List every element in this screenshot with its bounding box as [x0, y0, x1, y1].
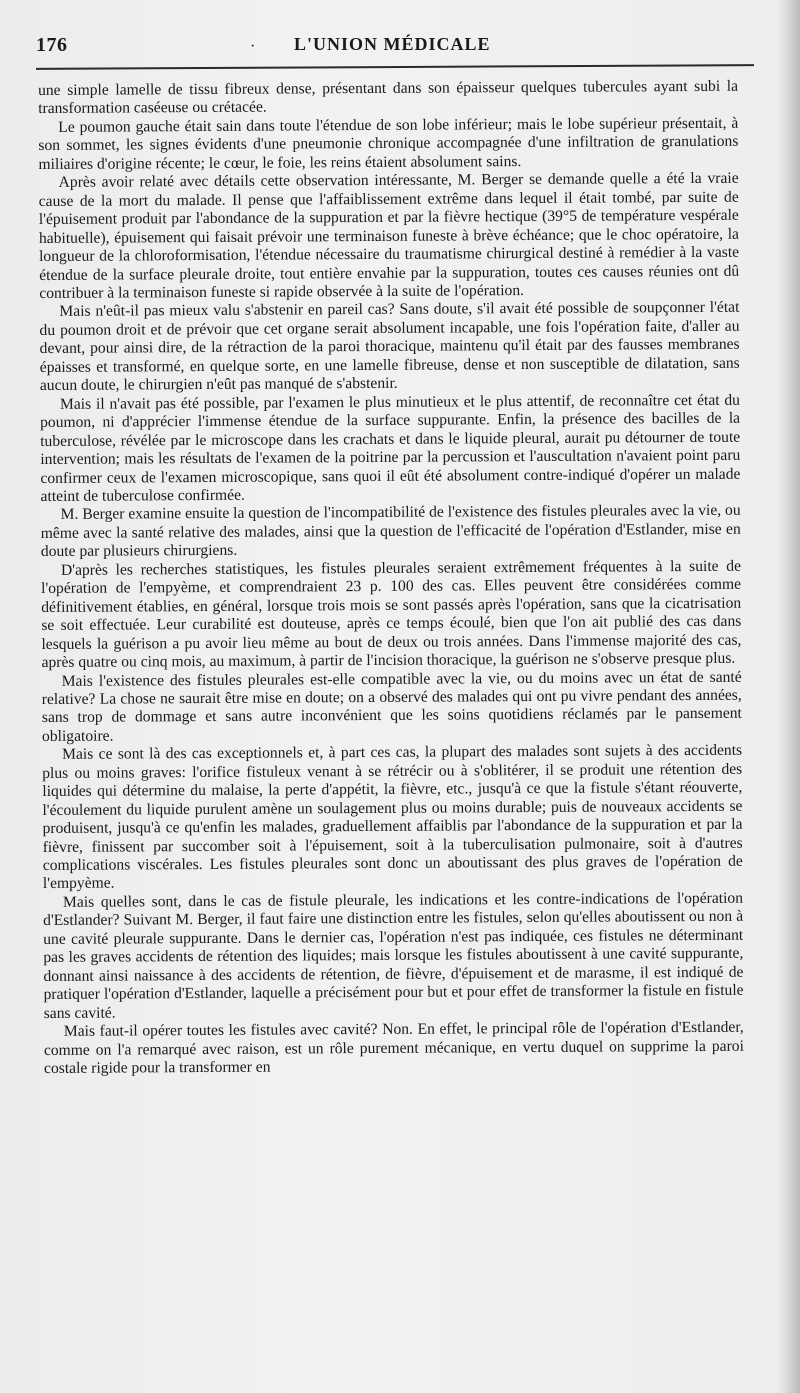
paragraph: Le poumon gauche était sain dans toute l'étendue de son lobe inférieur; mais le lobe supérieur présentait, à son sommet, les signes évidents d'une pneumonie chronique accompagnée d'une infiltration de granulations miliaires d'origine récente; le cœur, le foie, les reins étaient absolument sains. — [38, 114, 739, 173]
paragraph: une simple lamelle de tissu fibreux dense, présentant dans son épaisseur quelques tubercules ayant subi la transformation caséeuse ou crétacée. — [38, 77, 739, 118]
paragraph: M. Berger examine ensuite la question de l'incompatibilité de l'existence des fistules pleurales avec la vie, ou même avec la santé relative des malades, ainsi que la question de l'efficacité de l'opération d'Estlander, mise en doute par plusieurs chirurgiens. — [40, 502, 741, 561]
paragraph: Mais quelles sont, dans le cas de fistule pleurale, les indications et les contre-indications de l'opération d'Estlander? Suivant M. Berger, il faut faire une distinction entre les fistules, selon qu'elles aboutissent ou non à une cavité pleurale suppurante. Dans le dernier cas, l'opération n'est pas indiquée, ces fistules ne déterminant pas les graves accidents de rétention des liquides; mais lorsque les fistules aboutissent à une cavité suppurante, donnant ainsi naissance à des accidents de rétention, de fièvre, d'épuisement et de marasme, il est indiqué de pratiquer l'opération d'Estlander, laquelle a précisément pour but et pour effet de transformer la fistule en fistule sans cavité. — [43, 889, 744, 1022]
running-title: L'UNION MÉDICALE — [294, 34, 491, 54]
page-edge-shadow — [778, 0, 800, 1393]
header-separator: · — [250, 38, 256, 55]
paragraph: Mais faut-il opérer toutes les fistules avec cavité? Non. En effet, le principal rôle de l'opération d'Estlander, comme on l'a remarqué avec raison, est un rôle purement mécanique, en vertu duquel on supprime la paroi costale rigide pour la transformer en — [43, 1018, 744, 1077]
header-rule — [36, 64, 754, 70]
paragraph: Mais l'existence des fistules pleurales est-elle compatible avec la vie, ou du moins avec un état de santé relative? La chose ne saurait être mise en doute; on a observé des malades qui ont pu vivre pendant des années, sans trop de dommage et sans autre inconvénient que les soins quotidiens réclamés par le pansement obligatoire. — [41, 668, 742, 745]
paragraph: D'après les recherches statistiques, les fistules pleurales seraient extrêmement fréquentes à la suite de l'opération de l'empyème, et comprendraient 23 p. 100 des cas. Elles peuvent être considérées comme définitivement établies, en général, lorsque trois mois se sont passés après l'opération, sans que la cicatrisation se soit effectuée. Leur curabilité est douteuse, après ce temps écoulé, bien que l'on ait publié des cas dans lesquels la guérison a pu avoir lieu même au bout de deux ou trois années. Dans l'immense majorité des cas, après quatre ou cinq mois, au maximum, à partir de l'incision thoracique, la guérison ne s'observe presque plus. — [41, 557, 742, 672]
paragraph: Après avoir relaté avec détails cette observation intéressante, M. Berger se demande quelle a été la vraie cause de la mort du malade. Il pense que l'affaiblissement extrême dans lequel il était tombé, par suite de l'épuisement produit par l'abondance de la suppuration et par la fièvre hectique (39°5 de température vespérale habituelle), épuisement qui faisait prévoir une terminaison funeste à brève échéance; que le choc opératoire, la longueur de la chloroformisation, l'étendue nécessaire du traumatisme chirurgical destiné à remédier à la vaste étendue de la surface pleurale droite, tout entière envahie par la suppuration, toutes ces causes réunies ont dû contribuer à la terminaison funeste si rapide observée à la suite de l'opération. — [38, 169, 740, 302]
paragraph: Mais il n'avait pas été possible, par l'examen le plus minutieux et le plus attentif, de reconnaître cet état du poumon, ni d'apprécier l'immense étendue de la surface suppurante. Enfin, la présence des bacilles de la tuberculose, révélée par le microscope dans les crachats et dans le liquide pleural, aurait pu détourner de toute intervention; mais les résultats de l'examen de la poitrine par la percussion et l'auscultation n'avaient point paru confirmer ceux de l'examen microscopique, sans quoi il eût été absolument contre-indiqué d'opérer un malade atteint de tuberculose confirmée. — [40, 391, 741, 505]
paragraph: Mais ce sont là des cas exceptionnels et, à part ces cas, la plupart des malades sont sujets à des accidents plus ou moins graves: l'orifice fistuleux venant à se rétrécir ou à s'oblitérer, il se produit une rétention des liquides qui détermine du malaise, la perte d'appétit, la fièvre, etc., jusqu'à ce que la fistule s'étant réouverte, l'écoulement du liquide purulent amène un soulagement plus ou moins durable; puis de nouveaux accidents se produisent, jusqu'à ce qu'enfin les malades, graduellement affaiblis par l'abondance de la suppuration et par la fièvre, finissent par succomber soit à l'épuisement, soit à la tuberculisation pulmonaire, soit à d'autres complications viscérales. Les fistules pleurales sont donc un aboutissant des plus graves de l'opération de l'empyème. — [42, 742, 743, 893]
body-text — [38, 78, 744, 1079]
page-number: 176 — [36, 34, 68, 56]
page-header — [36, 30, 758, 60]
paragraph: Mais n'eût-il pas mieux valu s'abstenir en pareil cas? Sans doute, s'il avait été possible de soupçonner l'état du poumon droit et de prévoir que cet organe serait absolument incapable, une fois l'opération faite, d'aller au devant, pour ainsi dire, de la rétraction de la paroi thoracique, maintenu qu'il était par des fausses membranes épaisses et transformé, en quelque sorte, en une lamelle fibreuse, dense et non susceptible de dilatation, sans aucun doute, le chirurgien n'eût pas manqué de s'abstenir. — [39, 299, 740, 395]
